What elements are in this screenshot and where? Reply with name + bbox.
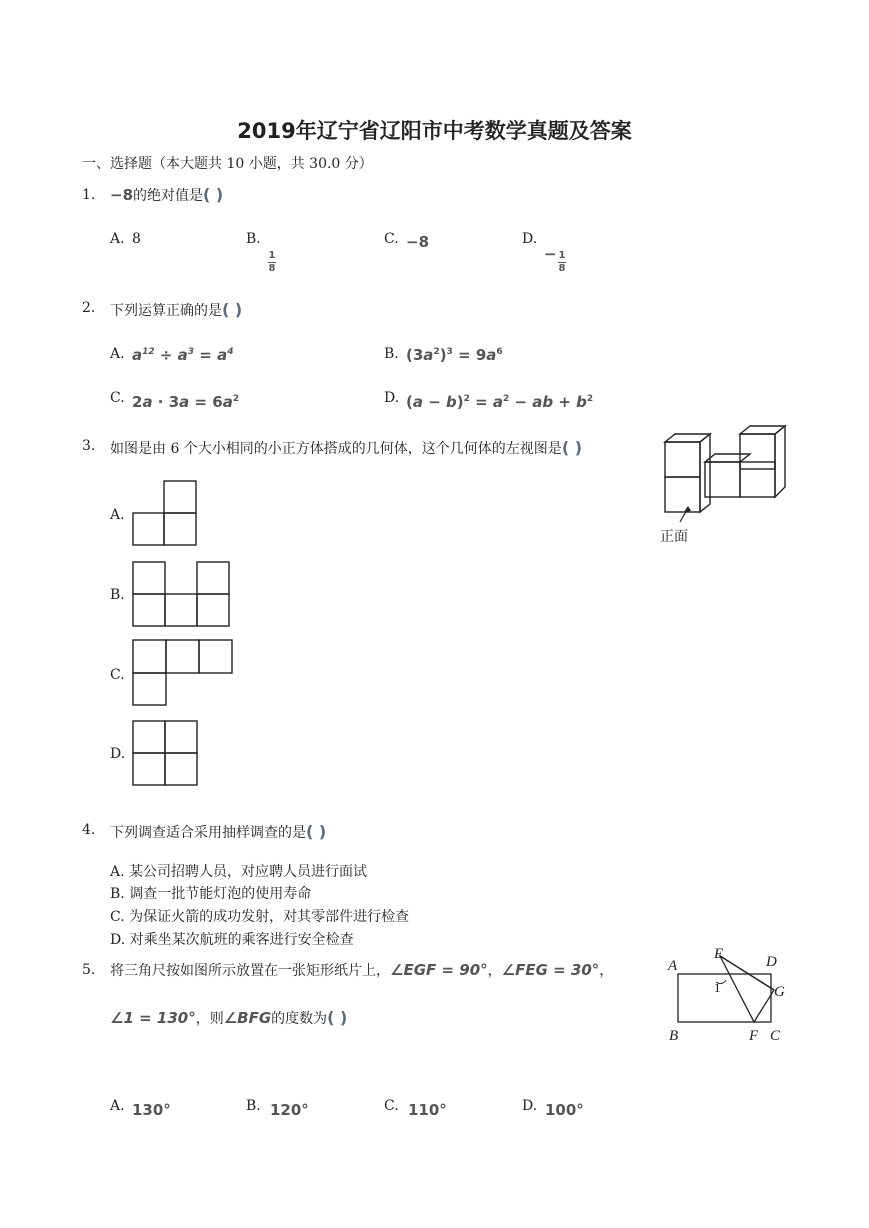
fraction-numerator: 1 <box>558 250 566 261</box>
label-b: B <box>669 1028 679 1044</box>
option-a: A. 某公司招聘人员，对应聘人员进行面试 <box>110 864 368 880</box>
option-b-fraction <box>268 243 276 274</box>
label-g: G <box>774 984 785 1000</box>
fraction-denominator: 8 <box>268 263 276 274</box>
question-text: 如图是由 6 个大小相同的小正方体搭成的几何体，这个几何体的左视图是 <box>110 441 562 457</box>
rectangle-triangle-figure <box>666 944 796 1044</box>
question-text: 的度数为 <box>271 1011 328 1027</box>
page-title: 2019年辽宁省辽阳市中考数学真题及答案 <box>237 119 632 143</box>
angle-egf: ∠EGF = 90° <box>390 961 488 979</box>
option-b-formula: $(3a^2)^3 = 9a^6$ <box>406 346 503 364</box>
label-c: C <box>770 1028 781 1044</box>
option-label: A. <box>110 1098 125 1114</box>
option-c-value: 110° <box>408 1101 447 1119</box>
angle-1: ∠1 = 130° <box>110 1009 196 1027</box>
angle-bfg: ∠BFG <box>223 1009 272 1027</box>
answer-paren: ( ) <box>327 1008 348 1027</box>
option-d-formula: $(a - b)^2 = a^2$ − ab + $b^2$ <box>406 393 594 411</box>
question-number: 2. <box>82 300 96 316</box>
question-5-stem-line2 <box>110 1008 347 1028</box>
question-2-stem <box>110 300 242 320</box>
option-d-fraction <box>558 243 566 274</box>
option-label: C. <box>110 667 125 683</box>
fraction-denominator: 8 <box>558 263 566 274</box>
label-d: D <box>766 954 777 970</box>
answer-paren: ( ) <box>306 822 327 841</box>
question-text: 将三角尺按如图所示放置在一张矩形纸片上， <box>110 963 390 979</box>
option-label: C. <box>110 390 125 406</box>
section-heading: 一、选择题（本大题共 10 小题，共 30.0 分） <box>82 156 373 172</box>
answer-paren: ( ) <box>203 185 224 204</box>
label-f: F <box>749 1028 759 1044</box>
option-label: C. <box>384 231 399 247</box>
label-angle-1: 1 <box>714 980 721 995</box>
question-text: 的绝对值是 <box>133 188 204 204</box>
question-text: 下列调查适合采用抽样调查的是 <box>110 825 306 841</box>
option-a-grid <box>132 480 198 546</box>
option-label: B. <box>246 1098 261 1114</box>
option-a-formula: $a^{12} \div a^3 = a^4$ <box>132 346 234 364</box>
question-text: ，则 <box>195 1011 224 1027</box>
option-label: C. <box>384 1098 399 1114</box>
option-label: A. <box>110 346 125 362</box>
question-1-stem <box>110 185 223 205</box>
question-number: 1. <box>82 187 96 203</box>
option-label: B. <box>246 231 261 247</box>
label-e: E <box>714 946 724 962</box>
math-expression: −8 <box>110 186 134 204</box>
comma: ， <box>487 963 502 979</box>
figure-caption: 正面 <box>660 529 688 545</box>
option-label: A. <box>110 507 125 523</box>
fraction-numerator: 1 <box>268 250 276 261</box>
option-b: B. 调查一批节能灯泡的使用寿命 <box>110 886 312 902</box>
option-c-formula: $2a \cdot 3a = 6a^2$ <box>132 393 240 411</box>
option-label: B. <box>384 346 399 362</box>
angle-feg: ∠FEG = 30° <box>501 961 600 979</box>
option-label: D. <box>522 231 538 247</box>
option-label: B. <box>110 587 125 603</box>
answer-paren: ( ) <box>222 300 243 319</box>
option-label: D. <box>522 1098 538 1114</box>
option-d-sign: − <box>544 245 557 263</box>
cube-figure <box>660 422 790 522</box>
option-c-value: −8 <box>406 233 430 251</box>
option-b-value: 120° <box>270 1101 309 1119</box>
label-a: A <box>668 958 678 974</box>
option-d-grid <box>132 720 198 786</box>
question-text: 下列运算正确的是 <box>110 303 222 319</box>
option-label: A. <box>110 231 125 247</box>
option-label: D. <box>384 390 400 406</box>
question-number: 3. <box>82 438 96 454</box>
option-c: C. 为保证火箭的成功发射，对其零部件进行检查 <box>110 909 410 925</box>
option-d: D. 对乘坐某次航班的乘客进行安全检查 <box>110 932 354 948</box>
option-a-value: 130° <box>132 1101 171 1119</box>
question-5-stem-line1 <box>110 960 613 980</box>
option-b-grid <box>132 561 232 627</box>
comma: ， <box>599 963 614 979</box>
question-3-stem <box>110 438 582 458</box>
question-number: 4. <box>82 822 96 838</box>
option-d-value: 100° <box>545 1101 584 1119</box>
option-a-value: 8 <box>132 231 141 247</box>
question-4-stem <box>110 822 326 842</box>
option-label: D. <box>110 746 126 762</box>
question-number: 5. <box>82 962 96 978</box>
option-c-grid <box>132 639 234 707</box>
answer-paren: ( ) <box>561 438 583 457</box>
